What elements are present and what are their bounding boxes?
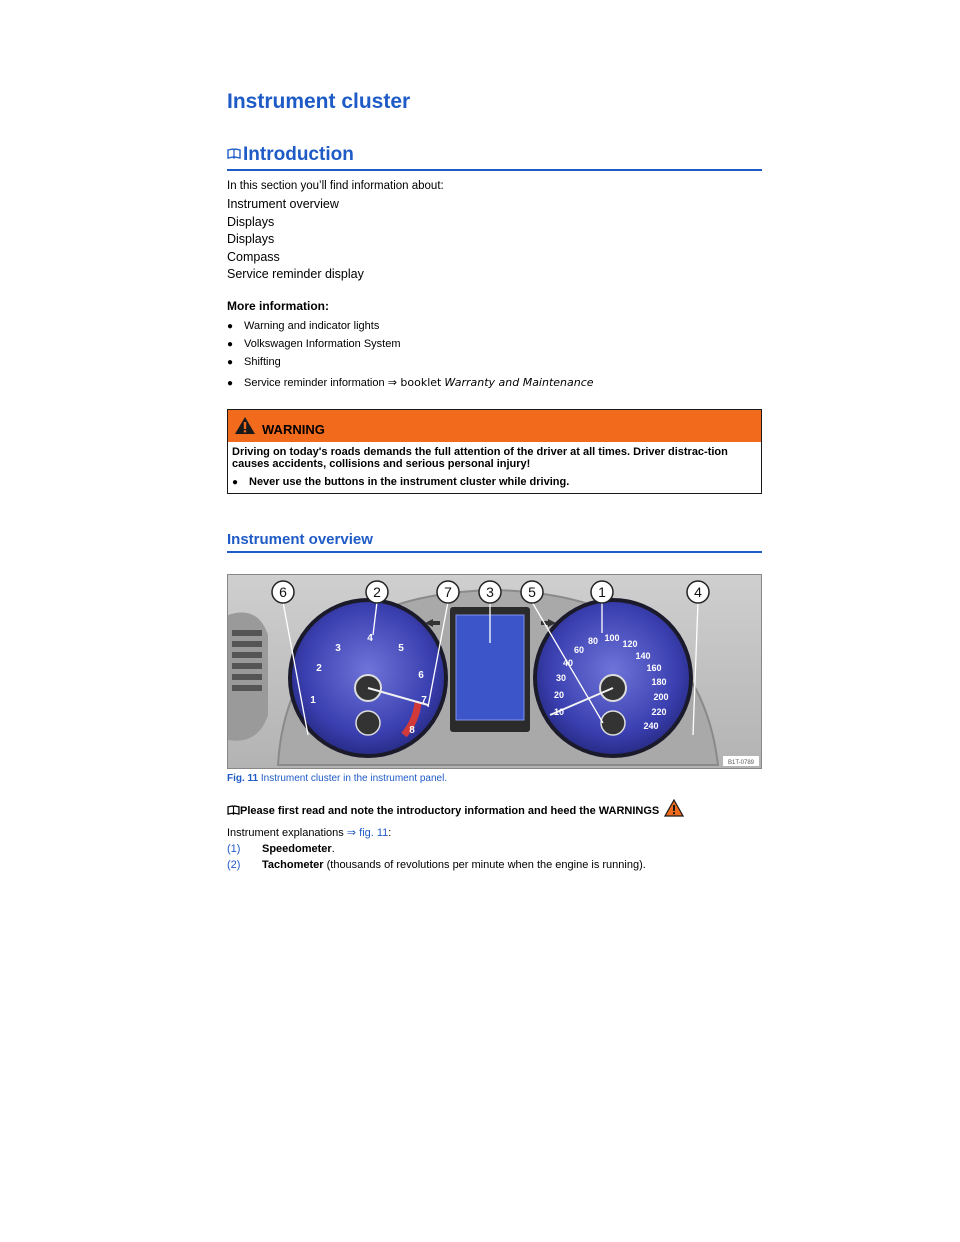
book-icon (227, 805, 240, 815)
tachometer-dial (288, 598, 448, 758)
tach-label: 7 (421, 695, 427, 706)
explanation-number: (2) (227, 858, 241, 871)
tach-label: 4 (367, 633, 373, 644)
explanation-term: Tachometer (262, 858, 324, 871)
svg-text:1: 1 (598, 584, 606, 600)
note-text: Please first read and note the introductory information and heed the WARNINGS (240, 805, 660, 817)
explanation-item: (1) Speedometer. (227, 842, 646, 858)
topic-link[interactable]: Service reminder display (227, 267, 364, 281)
svg-text:3: 3 (486, 584, 494, 600)
tach-label: 1 (310, 695, 316, 706)
topic-list (227, 196, 364, 284)
speed-label: 60 (573, 645, 585, 655)
svg-text:2: 2 (373, 584, 381, 600)
speed-label: 220 (651, 707, 667, 717)
topic-link[interactable]: Compass (227, 249, 280, 264)
callout-6 (272, 581, 294, 603)
intro-note (227, 799, 684, 817)
speed-label: 140 (635, 651, 651, 661)
speed-label: 20 (553, 690, 565, 700)
explanation-number: (1) (227, 843, 241, 855)
warning-body (228, 442, 761, 489)
cluster-illustration (228, 575, 761, 768)
tach-label: 3 (335, 643, 341, 654)
topic-link[interactable]: Displays (227, 232, 275, 246)
instrument-cluster-figure (227, 574, 762, 769)
warning-triangle-icon (234, 416, 256, 435)
svg-text:5: 5 (528, 584, 536, 600)
explanations-intro: Instrument explanations ⇒ fig. 11: (227, 827, 392, 839)
warning-box (227, 409, 762, 494)
warning-text: Driving on today's roads demands the full attention of the driver at all times. Driver distrac-tion causes accidents, collisions and serious personal injury! (232, 446, 728, 470)
booklet-reference: ⇒ booklet (387, 376, 442, 389)
warning-header (228, 410, 761, 442)
explanation-term: Speedometer (262, 843, 332, 855)
tach-label: 8 (409, 725, 415, 736)
explanation-item: (2) Tachometer (thousands of revolutions per minute when the engine is running). (227, 858, 646, 874)
section-heading-text: Introduction (243, 144, 354, 165)
bullet: ● (227, 357, 234, 368)
section-heading-instrument-overview: Instrument overview (227, 531, 762, 553)
warning-title: WARNING (262, 422, 325, 437)
intro-text: In this section you’ll find information about: (227, 180, 444, 192)
callout-7 (437, 581, 459, 603)
book-icon (227, 148, 241, 159)
caption-text: Instrument cluster in the instrument panel. (260, 773, 448, 784)
air-vent (228, 613, 268, 741)
speed-label: 200 (653, 692, 669, 702)
more-info-item[interactable]: ● Shifting (227, 356, 281, 368)
callout-3 (479, 581, 501, 603)
callout-2 (366, 581, 388, 603)
speed-label: 100 (604, 633, 620, 643)
figure-code: B1T-0789 (727, 760, 755, 766)
page-title: Instrument cluster (227, 90, 411, 113)
bullet: ● (232, 477, 239, 488)
callout-4 (687, 581, 709, 603)
svg-text:4: 4 (694, 584, 702, 600)
callout-1 (591, 581, 613, 603)
bullet: ● (227, 339, 234, 350)
booklet-title: Warranty and Maintenance (444, 376, 594, 389)
bullet: ● (227, 378, 234, 389)
topic-link[interactable]: Displays (227, 214, 275, 229)
callout-5 (521, 581, 543, 603)
speed-label: 10 (553, 707, 565, 717)
explanations-list (227, 842, 646, 873)
topic-link[interactable]: Instrument overview (227, 197, 339, 211)
more-info-item[interactable]: ● Volkswagen Information System (227, 338, 401, 350)
figure-link[interactable]: ⇒ fig. 11 (346, 827, 389, 839)
more-info-title: More information: (227, 299, 329, 313)
bullet: ● (227, 321, 234, 332)
tach-label: 6 (418, 670, 424, 681)
warning-bullet: ● Never use the buttons in the instrument cluster while driving. (232, 476, 570, 488)
speed-label: 40 (562, 658, 574, 668)
more-info-item[interactable]: ● Warning and indicator lights (227, 320, 380, 332)
section-heading-introduction (227, 144, 762, 171)
speed-label: 80 (587, 636, 599, 646)
tach-label: 2 (316, 663, 322, 674)
speed-label: 180 (651, 677, 667, 687)
figure-caption (227, 773, 447, 784)
svg-text:6: 6 (279, 584, 287, 600)
more-info-item[interactable]: ● Service reminder information ⇒ booklet Warranty and Maintenance (227, 376, 594, 389)
warning-triangle-icon (664, 799, 684, 817)
figure-label: Fig. 11 (227, 773, 259, 784)
speed-label: 120 (622, 639, 638, 649)
svg-text:7: 7 (444, 584, 452, 600)
tach-label: 5 (398, 643, 404, 654)
speed-label: 240 (643, 721, 659, 731)
speed-label: 30 (555, 673, 567, 683)
speed-label: 160 (646, 663, 662, 673)
